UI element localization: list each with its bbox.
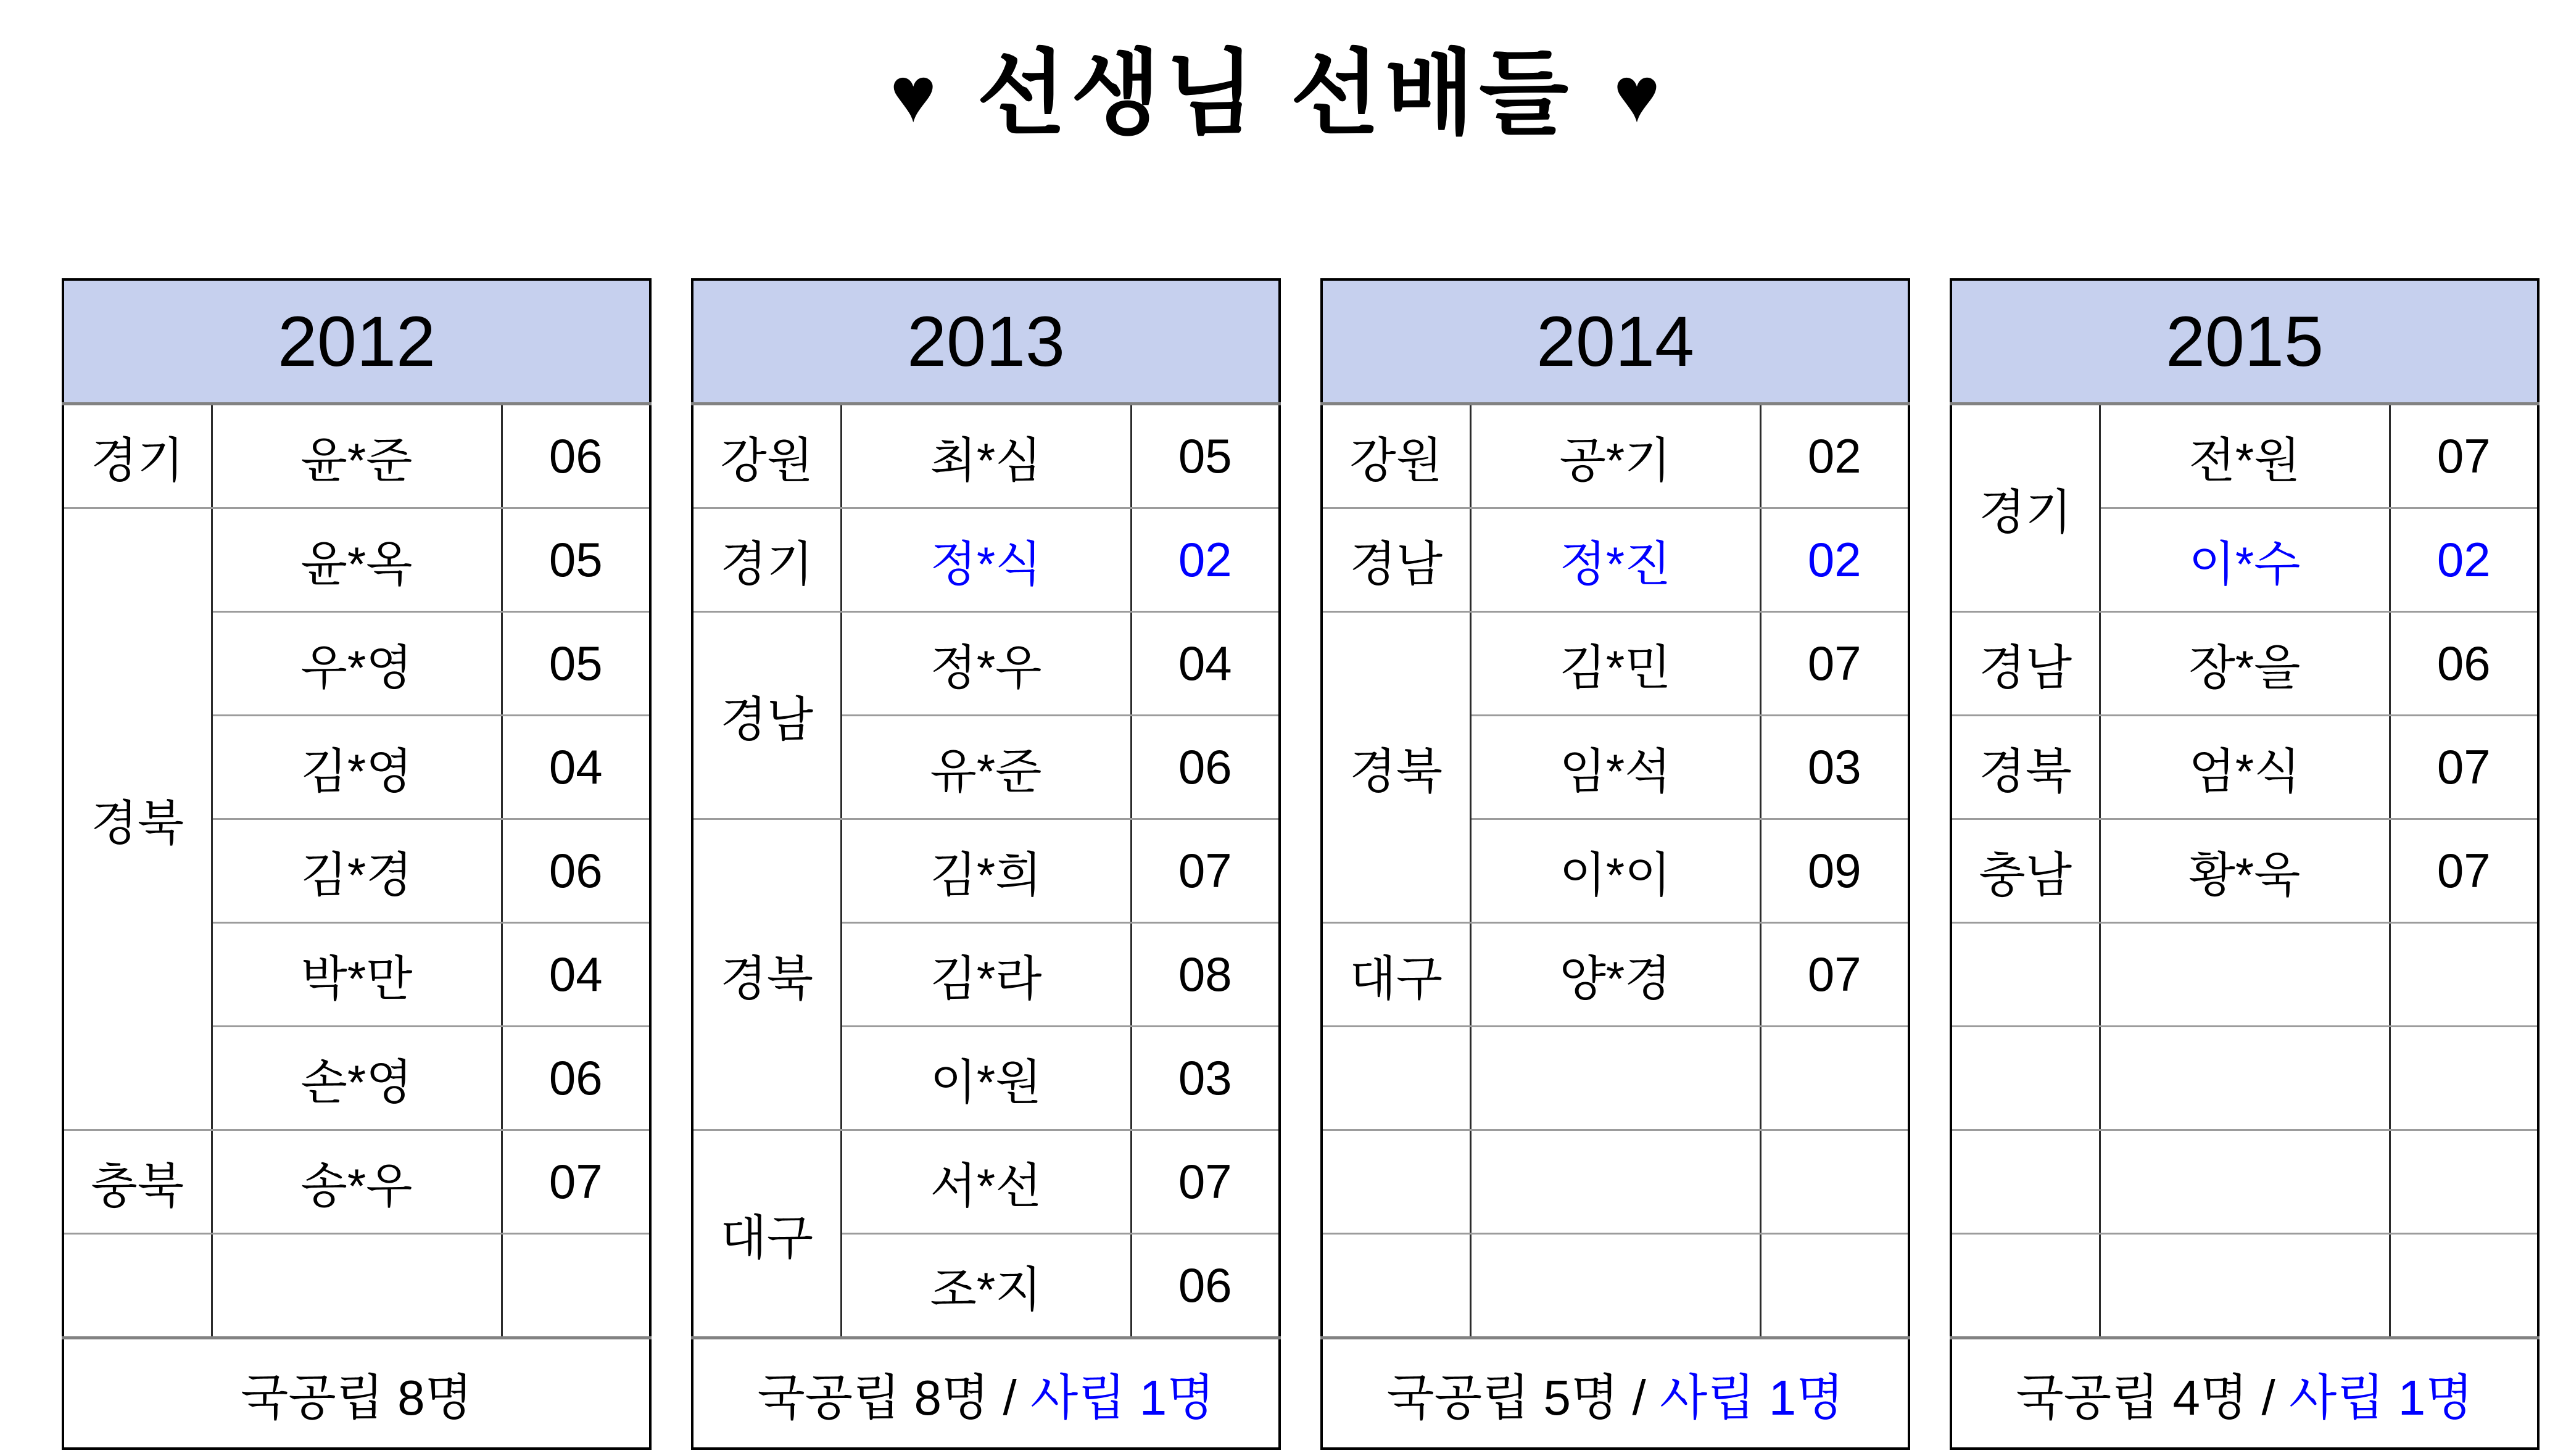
name-cell: 이*원 — [841, 1027, 1131, 1130]
region-cell — [63, 1234, 212, 1338]
num-cell: 05 — [502, 508, 650, 612]
region-cell: 충남 — [1951, 819, 2100, 923]
summary-row — [692, 1338, 1280, 1449]
region-cell: 대구 — [1322, 923, 1470, 1027]
region-cell: 경기 — [1951, 404, 2100, 612]
name-cell: 박*만 — [212, 923, 502, 1027]
num-cell: 02 — [1760, 404, 1909, 508]
table-row — [1951, 612, 2538, 716]
region-cell — [1322, 1234, 1470, 1338]
count-separator: / — [2248, 1370, 2289, 1425]
year-header-2012: 2012 — [63, 279, 650, 404]
heart-icon-left: ♥ — [890, 51, 937, 139]
table-row — [692, 508, 1280, 612]
name-cell — [2100, 1027, 2390, 1130]
private-count: 사립 1명 — [1030, 1370, 1215, 1425]
table-row — [1322, 404, 1909, 508]
region-cell — [1322, 1130, 1470, 1234]
num-cell — [1760, 1234, 1909, 1338]
name-cell: 김*라 — [841, 923, 1131, 1027]
page-title-text: 선생님 선배들 — [976, 41, 1574, 145]
summary-row — [1951, 1338, 2538, 1449]
name-cell: 공*기 — [1470, 404, 1760, 508]
region-cell: 경북 — [63, 508, 212, 1130]
num-cell: 06 — [1131, 716, 1280, 819]
region-cell: 경기 — [692, 508, 841, 612]
name-cell: 유*준 — [841, 716, 1131, 819]
name-cell: 우*영 — [212, 612, 502, 716]
name-cell — [2100, 1234, 2390, 1338]
name-cell: 최*심 — [841, 404, 1131, 508]
table-row-empty — [1951, 923, 2538, 1027]
year-header-2014: 2014 — [1322, 279, 1909, 404]
num-cell — [1760, 1027, 1909, 1130]
table-row — [1322, 508, 1909, 612]
region-cell: 경북 — [692, 819, 841, 1130]
region-cell: 경남 — [1951, 612, 2100, 716]
num-cell: 07 — [2390, 404, 2538, 508]
table-row-empty — [1322, 1130, 1909, 1234]
num-cell: 07 — [1760, 612, 1909, 716]
name-cell: 송*우 — [212, 1130, 502, 1234]
summary-cell — [1951, 1338, 2538, 1449]
table-2015 — [1950, 278, 2540, 1450]
table-row — [692, 612, 1280, 716]
num-cell: 06 — [1131, 1234, 1280, 1338]
table-row — [692, 1130, 1280, 1234]
region-cell: 대구 — [692, 1130, 841, 1338]
region-cell: 충북 — [63, 1130, 212, 1234]
table-row-empty — [1322, 1027, 1909, 1130]
num-cell: 07 — [502, 1130, 650, 1234]
num-cell: 07 — [2390, 716, 2538, 819]
num-cell: 08 — [1131, 923, 1280, 1027]
table-row — [692, 819, 1280, 923]
region-cell: 경북 — [1951, 716, 2100, 819]
name-cell: 김*영 — [212, 716, 502, 819]
private-count: 사립 1명 — [2288, 1370, 2473, 1425]
name-cell: 임*석 — [1470, 716, 1760, 819]
num-cell: 06 — [2390, 612, 2538, 716]
num-cell: 04 — [502, 923, 650, 1027]
name-cell: 김*경 — [212, 819, 502, 923]
table-row-empty — [1951, 1234, 2538, 1338]
name-cell: 정*식 — [841, 508, 1131, 612]
table-row — [1322, 612, 1909, 716]
table-row — [1951, 716, 2538, 819]
name-cell: 이*이 — [1470, 819, 1760, 923]
num-cell: 07 — [1131, 819, 1280, 923]
public-count: 국공립 5명 — [1386, 1370, 1619, 1425]
table-row — [63, 404, 650, 508]
public-count: 국공립 8명 — [241, 1370, 473, 1425]
name-cell — [1470, 1027, 1760, 1130]
table-row — [1322, 923, 1909, 1027]
table-2012 — [62, 278, 652, 1450]
table-row-empty — [63, 1234, 650, 1338]
name-cell — [2100, 923, 2390, 1027]
name-cell: 조*지 — [841, 1234, 1131, 1338]
num-cell — [2390, 1027, 2538, 1130]
name-cell: 정*우 — [841, 612, 1131, 716]
num-cell: 07 — [1131, 1130, 1280, 1234]
num-cell — [2390, 1234, 2538, 1338]
table-row-empty — [1951, 1130, 2538, 1234]
name-cell: 윤*준 — [212, 404, 502, 508]
year-header-2015: 2015 — [1951, 279, 2538, 404]
year-header-2013: 2013 — [692, 279, 1280, 404]
num-cell: 06 — [502, 819, 650, 923]
name-cell: 엄*식 — [2100, 716, 2390, 819]
name-cell — [1470, 1130, 1760, 1234]
name-cell — [2100, 1130, 2390, 1234]
public-count: 국공립 8명 — [757, 1370, 990, 1425]
region-cell — [1951, 1027, 2100, 1130]
count-separator: / — [989, 1370, 1030, 1425]
name-cell: 이*수 — [2100, 508, 2390, 612]
num-cell: 09 — [1760, 819, 1909, 923]
count-separator: / — [1618, 1370, 1660, 1425]
num-cell — [1760, 1130, 1909, 1234]
heart-icon-right: ♥ — [1613, 51, 1660, 139]
region-cell: 경북 — [1322, 612, 1470, 923]
num-cell: 06 — [502, 1027, 650, 1130]
num-cell: 02 — [1131, 508, 1280, 612]
name-cell: 황*욱 — [2100, 819, 2390, 923]
table-row-empty — [1951, 1027, 2538, 1130]
name-cell: 정*진 — [1470, 508, 1760, 612]
table-row — [1951, 819, 2538, 923]
name-cell — [212, 1234, 502, 1338]
region-cell: 경남 — [1322, 508, 1470, 612]
name-cell: 전*원 — [2100, 404, 2390, 508]
summary-cell — [692, 1338, 1280, 1449]
region-cell: 경기 — [63, 404, 212, 508]
summary-cell — [1322, 1338, 1909, 1449]
table-row — [63, 508, 650, 612]
name-cell: 양*경 — [1470, 923, 1760, 1027]
summary-cell — [63, 1338, 650, 1449]
table-2014 — [1320, 278, 1910, 1450]
num-cell: 05 — [1131, 404, 1280, 508]
name-cell: 윤*옥 — [212, 508, 502, 612]
num-cell: 03 — [1131, 1027, 1280, 1130]
region-cell: 강원 — [692, 404, 841, 508]
name-cell: 김*희 — [841, 819, 1131, 923]
num-cell: 02 — [2390, 508, 2538, 612]
year-tables — [62, 278, 2535, 1450]
name-cell — [1470, 1234, 1760, 1338]
region-cell: 경남 — [692, 612, 841, 819]
table-row — [692, 404, 1280, 508]
num-cell: 02 — [1760, 508, 1909, 612]
num-cell — [2390, 1130, 2538, 1234]
name-cell: 장*을 — [2100, 612, 2390, 716]
num-cell: 06 — [502, 404, 650, 508]
region-cell — [1951, 1130, 2100, 1234]
region-cell — [1951, 1234, 2100, 1338]
region-cell — [1322, 1027, 1470, 1130]
num-cell: 04 — [1131, 612, 1280, 716]
region-cell — [1951, 923, 2100, 1027]
table-row — [1951, 404, 2538, 508]
num-cell — [502, 1234, 650, 1338]
num-cell: 04 — [502, 716, 650, 819]
page-title — [0, 0, 2550, 152]
num-cell — [2390, 923, 2538, 1027]
table-2013 — [691, 278, 1281, 1450]
table-row-empty — [1322, 1234, 1909, 1338]
num-cell: 03 — [1760, 716, 1909, 819]
num-cell: 07 — [1760, 923, 1909, 1027]
table-row — [63, 1130, 650, 1234]
public-count: 국공립 4명 — [2016, 1370, 2248, 1425]
name-cell: 김*민 — [1470, 612, 1760, 716]
name-cell: 손*영 — [212, 1027, 502, 1130]
region-cell: 강원 — [1322, 404, 1470, 508]
num-cell: 07 — [2390, 819, 2538, 923]
name-cell: 서*선 — [841, 1130, 1131, 1234]
summary-row — [1322, 1338, 1909, 1449]
summary-row — [63, 1338, 650, 1449]
num-cell: 05 — [502, 612, 650, 716]
private-count: 사립 1명 — [1659, 1370, 1844, 1425]
